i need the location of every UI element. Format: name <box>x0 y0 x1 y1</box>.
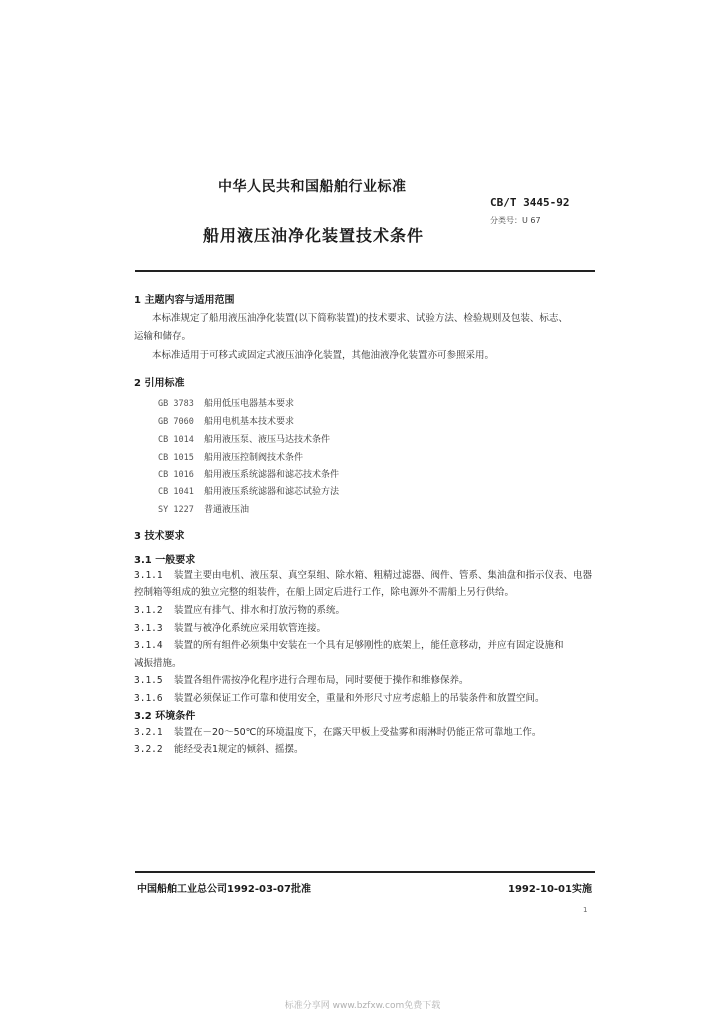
clause-text: 装置的所有组件必须集中安装在一个具有足够刚性的底架上，能任意移动，并应有固定设施和 <box>174 640 564 651</box>
subsection-3-2-heading: 3.2 环境条件 <box>134 711 196 722</box>
clause-text: 装置主要由电机、液压泵、真空泵组、除水箱、粗精过滤器、阀件、管系、集油盘和指示仪表、电器 <box>174 570 593 581</box>
clause-3-1-5 <box>134 672 469 686</box>
clause-3-1-4-cont: 减振措施。 <box>134 658 182 669</box>
clause-text: 装置必须保证工作可靠和使用安全，重量和外形尺寸应考虑船上的吊装条件和放置空间。 <box>174 693 545 704</box>
clause-number: 3.2.1 <box>134 727 163 738</box>
clause-3-2-2 <box>134 741 304 755</box>
reference-title: 船用低压电器基本要求 <box>204 399 295 409</box>
clause-number: 3.1.5 <box>134 675 163 686</box>
section-2-heading: 2 引用标准 <box>134 378 185 389</box>
clause-3-2-1 <box>134 724 541 738</box>
reference-item <box>158 502 249 515</box>
reference-code: CB 1015 <box>158 453 194 463</box>
section-1-paragraph-2: 本标准适用于可移式或固定式液压油净化装置，其他油液净化装置亦可参照采用。 <box>152 350 495 361</box>
reference-code: GB 3783 <box>158 399 194 409</box>
reference-title: 船用液压系统滤器和滤芯试验方法 <box>204 487 340 497</box>
section-1-paragraph-1: 本标准规定了船用液压油净化装置(以下简称装置)的技术要求、试验方法、检验规则及包装、标志、 <box>152 313 568 324</box>
clause-number: 3.1.6 <box>134 693 163 704</box>
clause-3-1-3 <box>134 620 326 634</box>
implementation-date: 1992-10-01实施 <box>508 884 592 895</box>
clause-3-1-4 <box>134 637 564 651</box>
footer-divider <box>135 871 595 873</box>
clause-number: 3.1.2 <box>134 605 163 616</box>
reference-item <box>158 414 294 427</box>
reference-item <box>158 432 330 445</box>
standard-code: CB/T 3445-92 <box>490 196 570 209</box>
classification-number: 分类号：U 67 <box>490 216 541 225</box>
header-divider <box>135 270 595 272</box>
clause-3-1-1 <box>134 567 592 581</box>
reference-title: 船用电机基本技术要求 <box>204 417 295 427</box>
reference-code: CB 1041 <box>158 487 194 497</box>
reference-code: CB 1014 <box>158 435 194 445</box>
clause-number: 3.1.1 <box>134 570 163 581</box>
document-title: 船用液压油净化装置技术条件 <box>203 226 425 245</box>
clause-3-1-6 <box>134 690 545 704</box>
subsection-3-1-heading: 3.1 一般要求 <box>134 555 196 566</box>
reference-item <box>158 396 294 409</box>
reference-code: GB 7060 <box>158 417 194 427</box>
reference-item <box>158 484 339 497</box>
site-watermark: 标准分享网 www.bzfxw.com免费下载 <box>284 1001 441 1011</box>
section-3-heading: 3 技术要求 <box>134 531 185 542</box>
reference-title: 船用液压系统滤器和滤芯技术条件 <box>204 470 340 480</box>
reference-title: 船用液压泵、液压马达技术条件 <box>204 435 331 445</box>
clause-number: 3.2.2 <box>134 744 163 755</box>
clause-number: 3.1.4 <box>134 640 163 651</box>
reference-item <box>158 467 339 480</box>
clause-text: 装置各组件需按净化程序进行合理布局，同时要便于操作和维修保养。 <box>174 675 469 686</box>
reference-item <box>158 450 303 463</box>
reference-title: 普通液压油 <box>204 505 250 515</box>
reference-title: 船用液压控制阀技术条件 <box>204 453 304 463</box>
reference-code: SY 1227 <box>158 505 194 515</box>
clause-text: 能经受表1规定的倾斜、摇摆。 <box>174 744 304 755</box>
clause-text: 装置在－20～50℃的环境温度下，在露天甲板上受盐雾和雨淋时仍能正常可靠地工作。 <box>174 727 542 738</box>
issuing-country-header: 中华人民共和国船舶行业标准 <box>218 179 407 195</box>
approval-date: 中国船舶工业总公司1992-03-07批准 <box>137 884 311 895</box>
clause-3-1-2 <box>134 602 345 616</box>
clause-text: 装置应有排气、排水和打放污物的系统。 <box>174 605 346 616</box>
section-1-heading: 1 主题内容与适用范围 <box>134 295 235 306</box>
page-number: 1 <box>583 906 588 914</box>
clause-text: 装置与被净化系统应采用软管连接。 <box>174 623 327 634</box>
clause-3-1-1-cont: 控制箱等组成的独立完整的组装件，在船上固定后进行工作，除电源外不需船上另行供给。 <box>134 587 515 598</box>
section-1-paragraph-1-cont: 运输和储存。 <box>134 331 192 342</box>
clause-number: 3.1.3 <box>134 623 163 634</box>
reference-code: CB 1016 <box>158 470 194 480</box>
